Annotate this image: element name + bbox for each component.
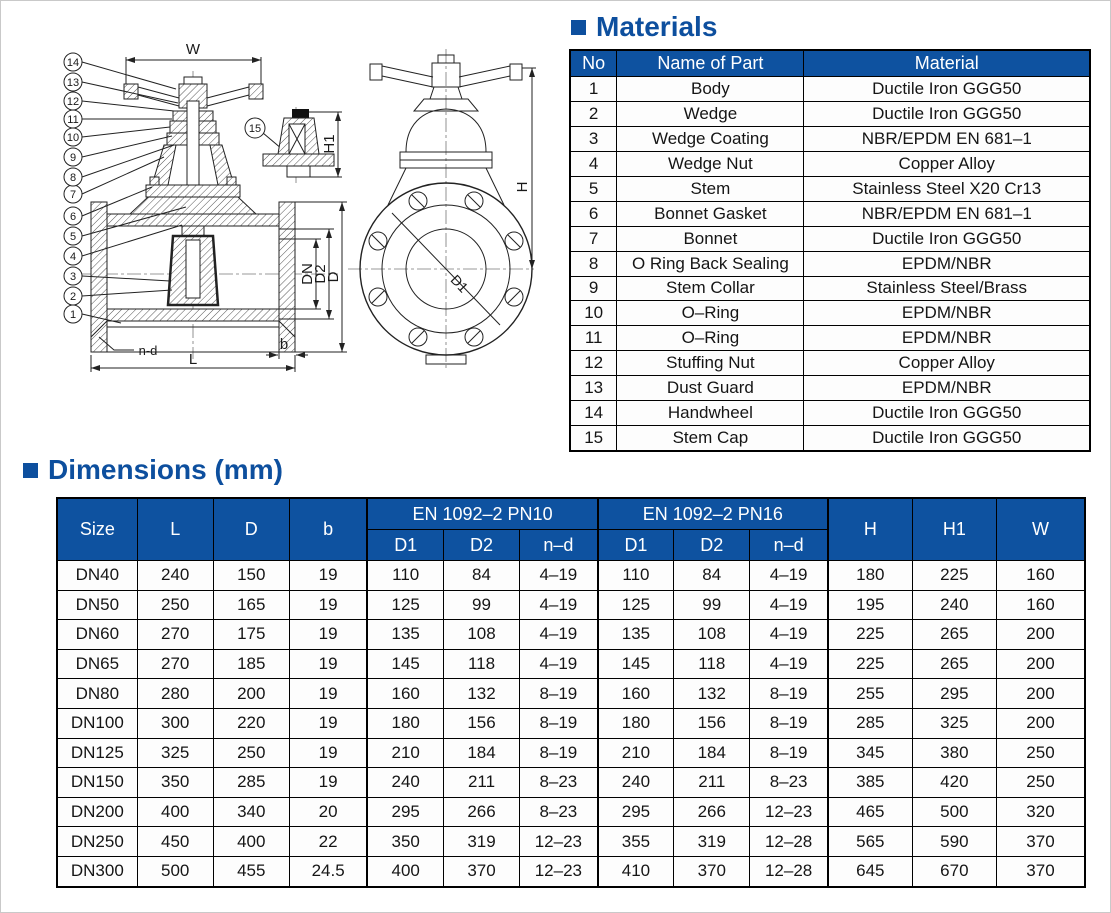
table-cell: 15 — [570, 426, 617, 451]
table-cell: 266 — [674, 797, 750, 827]
table-cell: 19 — [289, 738, 367, 768]
table-cell: 240 — [137, 561, 213, 591]
table-cell: 645 — [828, 856, 912, 886]
materials-header-row — [570, 50, 1090, 77]
table-cell: 6 — [570, 201, 617, 226]
table-cell: 195 — [828, 590, 912, 620]
table-cell: 280 — [137, 679, 213, 709]
table-row — [570, 276, 1090, 301]
table-cell: 8–19 — [750, 679, 828, 709]
dim-label-w: W — [185, 41, 201, 58]
table-cell: 184 — [443, 738, 519, 768]
materials-section — [569, 11, 1091, 452]
table-cell: 590 — [912, 827, 996, 857]
col-header-w: W — [996, 498, 1085, 561]
table-cell: 135 — [598, 620, 674, 650]
table-cell: 110 — [367, 561, 443, 591]
table-row — [57, 679, 1085, 709]
table-cell: 8–19 — [750, 708, 828, 738]
table-cell: 295 — [598, 797, 674, 827]
group-header-pn10: EN 1092–2 PN10 — [367, 498, 597, 530]
table-cell: 500 — [912, 797, 996, 827]
table-cell: Stem Cap — [617, 426, 804, 451]
balloon-number: 1 — [69, 309, 77, 321]
table-cell: 180 — [367, 708, 443, 738]
table-cell: 108 — [674, 620, 750, 650]
table-cell: 400 — [137, 797, 213, 827]
table-row — [57, 856, 1085, 886]
materials-table — [569, 49, 1091, 452]
table-cell: 7 — [570, 226, 617, 251]
square-bullet-icon — [571, 20, 586, 35]
col-header-pn16-d1: D1 — [598, 530, 674, 561]
balloon-number: 14 — [66, 57, 80, 69]
col-header-pn10-nd: n–d — [520, 530, 598, 561]
table-cell: 5 — [570, 176, 617, 201]
table-cell: 345 — [828, 738, 912, 768]
table-cell: 210 — [367, 738, 443, 768]
table-cell: 200 — [996, 620, 1085, 650]
square-bullet-icon — [23, 463, 38, 478]
balloon-number: 12 — [66, 96, 80, 108]
table-cell: 370 — [996, 827, 1085, 857]
table-row — [570, 126, 1090, 151]
table-cell: 12–28 — [750, 827, 828, 857]
table-cell: DN50 — [57, 590, 137, 620]
table-cell: 4–19 — [750, 590, 828, 620]
table-cell: 13 — [570, 376, 617, 401]
table-row — [57, 708, 1085, 738]
table-cell: 8–19 — [520, 738, 598, 768]
table-cell: 110 — [598, 561, 674, 591]
dimensions-title — [23, 454, 1092, 486]
dim-label-d2: D2 — [312, 264, 329, 284]
table-cell: 4–19 — [520, 590, 598, 620]
table-row — [570, 101, 1090, 126]
col-header-pn16-d2: D2 — [674, 530, 750, 561]
table-cell: 84 — [443, 561, 519, 591]
balloon-number: 2 — [69, 291, 77, 303]
table-cell: 225 — [828, 620, 912, 650]
table-cell: 156 — [674, 708, 750, 738]
table-cell: 200 — [213, 679, 289, 709]
table-cell: 4–19 — [750, 620, 828, 650]
table-cell: 400 — [367, 856, 443, 886]
table-row — [57, 768, 1085, 798]
table-cell: 184 — [674, 738, 750, 768]
table-cell: 19 — [289, 768, 367, 798]
col-header-h: H — [828, 498, 912, 561]
table-cell: 500 — [137, 856, 213, 886]
materials-title-text: Materials — [596, 11, 718, 42]
table-cell: 240 — [598, 768, 674, 798]
balloon-number: 11 — [67, 114, 79, 126]
table-cell: Stainless Steel X20 Cr13 — [804, 176, 1090, 201]
table-cell: 8–23 — [520, 797, 598, 827]
table-cell: Copper Alloy — [804, 351, 1090, 376]
table-cell: 19 — [289, 620, 367, 650]
table-cell: 20 — [289, 797, 367, 827]
table-cell: Wedge Nut — [617, 151, 804, 176]
dim-label-h: H — [514, 181, 531, 193]
dim-label-dn: DN — [299, 263, 316, 285]
table-cell: Bonnet — [617, 226, 804, 251]
table-cell: 156 — [443, 708, 519, 738]
table-cell: 125 — [367, 590, 443, 620]
table-cell: 19 — [289, 679, 367, 709]
table-cell: Handwheel — [617, 401, 804, 426]
table-cell: 2 — [570, 101, 617, 126]
table-cell: 350 — [367, 827, 443, 857]
table-cell: 160 — [598, 679, 674, 709]
table-cell: EPDM/NBR — [804, 326, 1090, 351]
table-cell: 200 — [996, 649, 1085, 679]
table-row — [57, 797, 1085, 827]
table-cell: 4–19 — [520, 561, 598, 591]
table-cell: 118 — [443, 649, 519, 679]
col-header-pn10-d2: D2 — [443, 530, 519, 561]
table-row — [570, 326, 1090, 351]
table-row — [57, 561, 1085, 591]
table-row — [570, 376, 1090, 401]
table-cell: 132 — [674, 679, 750, 709]
dim-label-h1: H1 — [321, 134, 338, 154]
table-cell: 200 — [996, 708, 1085, 738]
front-view — [360, 55, 536, 364]
table-cell: 340 — [213, 797, 289, 827]
table-cell: Stuffing Nut — [617, 351, 804, 376]
table-cell: 11 — [570, 326, 617, 351]
table-cell: 3 — [570, 126, 617, 151]
table-cell: DN40 — [57, 561, 137, 591]
table-cell: 325 — [137, 738, 213, 768]
balloon-number: 6 — [69, 211, 77, 223]
table-cell: DN65 — [57, 649, 137, 679]
table-cell: 9 — [570, 276, 617, 301]
table-cell: 10 — [570, 301, 617, 326]
table-cell: DN80 — [57, 679, 137, 709]
table-cell: 211 — [674, 768, 750, 798]
table-row — [57, 827, 1085, 857]
table-cell: Body — [617, 77, 804, 102]
table-cell: 84 — [674, 561, 750, 591]
table-row — [570, 176, 1090, 201]
table-cell: EPDM/NBR — [804, 376, 1090, 401]
table-cell: 8–23 — [750, 768, 828, 798]
table-cell: Ductile Iron GGG50 — [804, 101, 1090, 126]
table-cell: Ductile Iron GGG50 — [804, 77, 1090, 102]
table-row — [570, 151, 1090, 176]
table-cell: NBR/EPDM EN 681–1 — [804, 201, 1090, 226]
table-cell: DN125 — [57, 738, 137, 768]
table-cell: 355 — [598, 827, 674, 857]
table-cell: 19 — [289, 590, 367, 620]
balloon-number: 7 — [69, 189, 77, 201]
table-cell: 200 — [996, 679, 1085, 709]
table-cell: 325 — [912, 708, 996, 738]
table-cell: 125 — [598, 590, 674, 620]
table-cell: 19 — [289, 561, 367, 591]
col-header-no: No — [570, 50, 617, 77]
table-row — [57, 649, 1085, 679]
table-cell: 12–23 — [520, 827, 598, 857]
table-cell: 135 — [367, 620, 443, 650]
col-header-h1: H1 — [912, 498, 996, 561]
table-cell: 250 — [213, 738, 289, 768]
table-cell: 145 — [367, 649, 443, 679]
table-cell: 285 — [828, 708, 912, 738]
table-cell: 250 — [137, 590, 213, 620]
table-cell: 4–19 — [750, 561, 828, 591]
table-cell: Ductile Iron GGG50 — [804, 401, 1090, 426]
table-cell: 12 — [570, 351, 617, 376]
table-cell: 266 — [443, 797, 519, 827]
balloon-number: 9 — [69, 152, 77, 164]
table-cell: 465 — [828, 797, 912, 827]
table-cell: 99 — [443, 590, 519, 620]
table-row — [570, 201, 1090, 226]
table-cell: Dust Guard — [617, 376, 804, 401]
table-cell: 295 — [367, 797, 443, 827]
table-cell: 160 — [996, 561, 1085, 591]
dim-label-l: L — [188, 351, 198, 368]
table-row — [570, 426, 1090, 451]
table-row — [57, 738, 1085, 768]
table-cell: 4–19 — [750, 649, 828, 679]
table-cell: 350 — [137, 768, 213, 798]
table-cell: 410 — [598, 856, 674, 886]
table-cell: 19 — [289, 649, 367, 679]
dimensions-table — [56, 497, 1086, 888]
table-cell: Ductile Iron GGG50 — [804, 226, 1090, 251]
col-header-pn16-nd: n–d — [750, 530, 828, 561]
table-cell: Stainless Steel/Brass — [804, 276, 1090, 301]
table-row — [570, 226, 1090, 251]
table-cell: 370 — [996, 856, 1085, 886]
table-cell: 4 — [570, 151, 617, 176]
table-cell: 150 — [213, 561, 289, 591]
balloon-number: 13 — [66, 77, 80, 89]
balloon-number: 10 — [66, 132, 80, 144]
table-cell: 12–28 — [750, 856, 828, 886]
table-cell: Stem Collar — [617, 276, 804, 301]
table-cell: DN150 — [57, 768, 137, 798]
table-row — [570, 251, 1090, 276]
table-cell: Ductile Iron GGG50 — [804, 426, 1090, 451]
table-cell: 8–19 — [750, 738, 828, 768]
col-header-material: Material — [804, 50, 1090, 77]
balloon-number: 5 — [69, 231, 77, 243]
col-header-d: D — [213, 498, 289, 561]
table-row — [570, 401, 1090, 426]
table-cell: 265 — [912, 649, 996, 679]
dim-label-d1: D1 — [447, 271, 472, 296]
table-cell: 370 — [674, 856, 750, 886]
table-cell: NBR/EPDM EN 681–1 — [804, 126, 1090, 151]
table-cell: 22 — [289, 827, 367, 857]
col-header-l: L — [137, 498, 213, 561]
table-cell: DN100 — [57, 708, 137, 738]
table-cell: 8 — [570, 251, 617, 276]
table-cell: 8–23 — [520, 768, 598, 798]
table-cell: 118 — [674, 649, 750, 679]
table-cell: 220 — [213, 708, 289, 738]
table-cell: 211 — [443, 768, 519, 798]
table-cell: 210 — [598, 738, 674, 768]
table-cell: 19 — [289, 708, 367, 738]
table-cell: 24.5 — [289, 856, 367, 886]
table-cell: 1 — [570, 77, 617, 102]
table-cell: DN300 — [57, 856, 137, 886]
table-cell: 108 — [443, 620, 519, 650]
dimensions-header-row-1 — [57, 498, 1085, 530]
table-cell: Wedge Coating — [617, 126, 804, 151]
table-cell: 180 — [598, 708, 674, 738]
balloon-number: 15 — [248, 123, 262, 135]
table-cell: DN200 — [57, 797, 137, 827]
table-cell: EPDM/NBR — [804, 251, 1090, 276]
table-cell: 185 — [213, 649, 289, 679]
table-cell: 400 — [213, 827, 289, 857]
table-cell: 285 — [213, 768, 289, 798]
table-cell: O–Ring — [617, 326, 804, 351]
table-cell: 132 — [443, 679, 519, 709]
table-cell: Stem — [617, 176, 804, 201]
l-b-nd-dimensions — [91, 327, 308, 372]
table-cell: 8–19 — [520, 708, 598, 738]
table-cell: 380 — [912, 738, 996, 768]
table-cell: 319 — [443, 827, 519, 857]
table-cell: 225 — [828, 649, 912, 679]
table-cell: 8–19 — [520, 679, 598, 709]
table-cell: 145 — [598, 649, 674, 679]
table-cell: 240 — [912, 590, 996, 620]
col-header-b: b — [289, 498, 367, 561]
table-cell: 4–19 — [520, 649, 598, 679]
table-cell: Copper Alloy — [804, 151, 1090, 176]
table-cell: 270 — [137, 620, 213, 650]
table-cell: 180 — [828, 561, 912, 591]
col-header-pn10-d1: D1 — [367, 530, 443, 561]
table-cell: 250 — [996, 738, 1085, 768]
table-cell: EPDM/NBR — [804, 301, 1090, 326]
table-cell: DN250 — [57, 827, 137, 857]
table-cell: 265 — [912, 620, 996, 650]
table-row — [570, 351, 1090, 376]
table-cell: 300 — [137, 708, 213, 738]
table-cell: 225 — [912, 561, 996, 591]
table-cell: 320 — [996, 797, 1085, 827]
dim-label-nd: n-d — [138, 343, 158, 358]
table-cell: 319 — [674, 827, 750, 857]
table-cell: Wedge — [617, 101, 804, 126]
table-cell: 565 — [828, 827, 912, 857]
col-header-size: Size — [57, 498, 137, 561]
table-cell: 175 — [213, 620, 289, 650]
table-cell: 12–23 — [750, 797, 828, 827]
table-cell: Bonnet Gasket — [617, 201, 804, 226]
table-cell: 165 — [213, 590, 289, 620]
valve-technical-drawing — [26, 37, 571, 387]
table-row — [57, 620, 1085, 650]
dimensions-section — [21, 454, 1092, 888]
table-row — [570, 77, 1090, 102]
dim-label-b: b — [279, 336, 289, 353]
materials-title — [571, 11, 1091, 43]
col-header-part: Name of Part — [617, 50, 804, 77]
balloon-number: 4 — [69, 251, 77, 263]
table-cell: 670 — [912, 856, 996, 886]
table-cell: 240 — [367, 768, 443, 798]
table-cell: 14 — [570, 401, 617, 426]
table-row — [57, 590, 1085, 620]
table-cell: O–Ring — [617, 301, 804, 326]
table-cell: 250 — [996, 768, 1085, 798]
table-cell: 12–23 — [520, 856, 598, 886]
table-cell: 455 — [213, 856, 289, 886]
table-cell: 385 — [828, 768, 912, 798]
balloon-number: 8 — [69, 172, 77, 184]
table-cell: 370 — [443, 856, 519, 886]
table-cell: O Ring Back Sealing — [617, 251, 804, 276]
table-cell: 420 — [912, 768, 996, 798]
table-cell: 450 — [137, 827, 213, 857]
group-header-pn16: EN 1092–2 PN16 — [598, 498, 828, 530]
balloon-number: 3 — [69, 271, 77, 283]
table-cell: 99 — [674, 590, 750, 620]
table-cell: 160 — [996, 590, 1085, 620]
dimensions-title-text: Dimensions (mm) — [48, 454, 283, 485]
table-cell: 4–19 — [520, 620, 598, 650]
table-cell: 295 — [912, 679, 996, 709]
wedge-section — [168, 226, 218, 305]
dim-label-d: D — [325, 271, 342, 283]
table-cell: 160 — [367, 679, 443, 709]
sectional-view — [91, 57, 347, 372]
table-cell: DN60 — [57, 620, 137, 650]
table-cell: 270 — [137, 649, 213, 679]
table-row — [570, 301, 1090, 326]
h-dimension — [522, 68, 536, 269]
table-cell: 255 — [828, 679, 912, 709]
